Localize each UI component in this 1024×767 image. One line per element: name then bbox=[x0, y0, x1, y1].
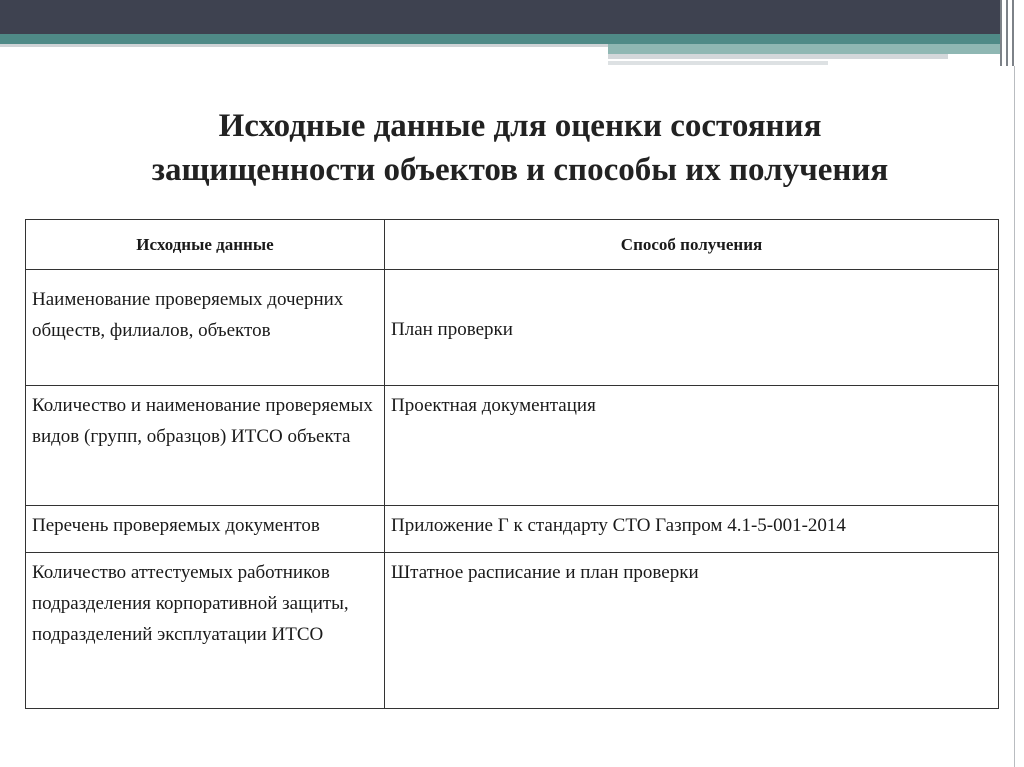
teal-decor-band bbox=[0, 34, 1000, 44]
right-margin bbox=[1000, 0, 1024, 767]
data-sources-table bbox=[25, 219, 999, 709]
table-cell-source-data: Количество аттестуемых работников подразделения корпоративной защиты, подразделений эксплуатации ИТСО bbox=[26, 553, 385, 709]
column-header-source-data: Исходные данные bbox=[26, 220, 385, 270]
right-edge-rule bbox=[1014, 66, 1015, 767]
gray-decor-strip bbox=[608, 61, 828, 65]
title-line-2: защищенности объектов и способы их получения bbox=[151, 152, 889, 188]
table-row bbox=[26, 386, 999, 506]
table-cell-source-data: Наименование проверяемых дочерних обществ, филиалов, объектов bbox=[26, 270, 385, 386]
table-row bbox=[26, 553, 999, 709]
table-cell-source-data: Перечень проверяемых документов bbox=[26, 506, 385, 553]
vertical-decor-line bbox=[1000, 0, 1002, 66]
table-row bbox=[26, 270, 999, 386]
vertical-decor-line bbox=[1012, 0, 1014, 66]
top-decor-bar bbox=[0, 0, 1024, 34]
slide-title bbox=[40, 104, 1000, 192]
light-teal-decor-band bbox=[608, 44, 1000, 54]
table-cell-method: Приложение Г к стандарту СТО Газпром 4.1-5-001-2014 bbox=[385, 506, 999, 553]
table-header-row bbox=[26, 220, 999, 270]
table-cell-source-data: Количество и наименование проверяемых видов (групп, образцов) ИТСО объекта bbox=[26, 386, 385, 506]
table-row bbox=[26, 506, 999, 553]
gray-decor-strip bbox=[0, 44, 608, 47]
vertical-decor-line bbox=[1006, 0, 1008, 66]
table-cell-method: Проектная документация bbox=[385, 386, 999, 506]
table-cell-method: Штатное расписание и план проверки bbox=[385, 553, 999, 709]
title-line-1: Исходные данные для оценки состояния bbox=[218, 108, 822, 144]
column-header-method: Способ получения bbox=[385, 220, 999, 270]
table-cell-method: План проверки bbox=[385, 270, 999, 386]
gray-decor-strip bbox=[608, 54, 948, 59]
